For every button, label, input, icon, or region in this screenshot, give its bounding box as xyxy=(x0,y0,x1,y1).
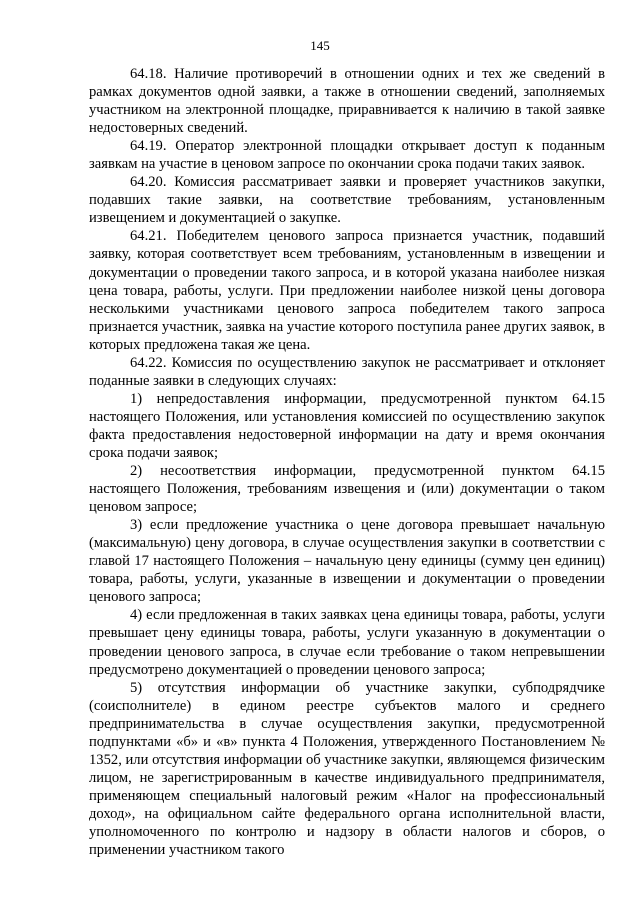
paragraph-64-19: 64.19. Оператор электронной площадки открывает доступ к поданным заявкам на участие в ценовом запросе по окончании срока подачи таких заявок. xyxy=(89,138,605,173)
list-item-3: 3) если предложение участника о цене договора превышает начальную (максимальную) цену договора, в случае осуществления закупки в соответствии с главой 17 настоящего Положения – начальную цену единицы (сумму цен единиц) товара, работы, услуги, указанные в извещении и документации о проведении ценового запроса; xyxy=(89,517,605,606)
list-item-2: 2) несоответствия информации, предусмотренной пунктом 64.15 настоящего Положения, требованиям извещения и (или) документации о таком ценовом запросе; xyxy=(89,463,605,516)
paragraph-64-18: 64.18. Наличие противоречий в отношении одних и тех же сведений в рамках документов одной заявки, а также в отношении сведений, заполняемых участником на электронной площадке, приравнивается к наличию в такой заявке недостоверных сведений. xyxy=(89,66,605,137)
document-body xyxy=(89,65,605,859)
list-item-1: 1) непредоставления информации, предусмотренной пунктом 64.15 настоящего Положения, или установления комиссией по осуществлению закупок факта предоставления недостоверной информации на дату и время окончания срока подачи заявок; xyxy=(89,390,605,461)
list-item-5: 5) отсутствия информации об участнике закупки, субподрядчике (соисполнителе) в едином реестре субъектов малого и среднего предпринимательства в случае осуществления закупки, предусмотренной подпунктами «б» и «в» пункта 4 Положения, утвержденного Постановлением № 1352, или отсутствия информации об участнике закупки, являющемся физическим лицом, не зарегистрированным в качестве индивидуального предпринимателя, применяющем специальный налоговый режим «Налог на профессиональный доход», на официальном сайте федерального органа исполнительной власти, уполномоченного по контролю и надзору в области налогов и сборов, о применении участником такого xyxy=(89,679,605,859)
paragraph-64-20: 64.20. Комиссия рассматривает заявки и проверяет участников закупки, подавших такие заявки, на соответствие требованиям, установленным извещением и документацией о закупке. xyxy=(89,174,605,227)
page-number: 145 xyxy=(310,38,330,53)
list-item-4: 4) если предложенная в таких заявках цена единицы товара, работы, услуги превышает цену единицы товара, работы, услуги указанную в документации о проведении ценового запроса, в случае если требование о таком непревышении предусмотрено документацией о проведении ценового запроса; xyxy=(89,607,605,678)
paragraph-64-21: 64.21. Победителем ценового запроса признается участник, подавший заявку, которая соответствует всем требованиям, установленным в извещении и документации о проведении такого запроса, и в которой указана наиболее низкая цена товара, работы, услуги. При предложении наиболее низкой цены договора несколькими участниками ценового запроса победителем такого запроса признается участник, заявка на участие которого поступила ранее других заявок, в которых предложена такая же цена. xyxy=(89,228,605,353)
paragraph-64-22: 64.22. Комиссия по осуществлению закупок не рассматривает и отклоняет поданные заявки в следующих случаях: xyxy=(89,354,605,389)
